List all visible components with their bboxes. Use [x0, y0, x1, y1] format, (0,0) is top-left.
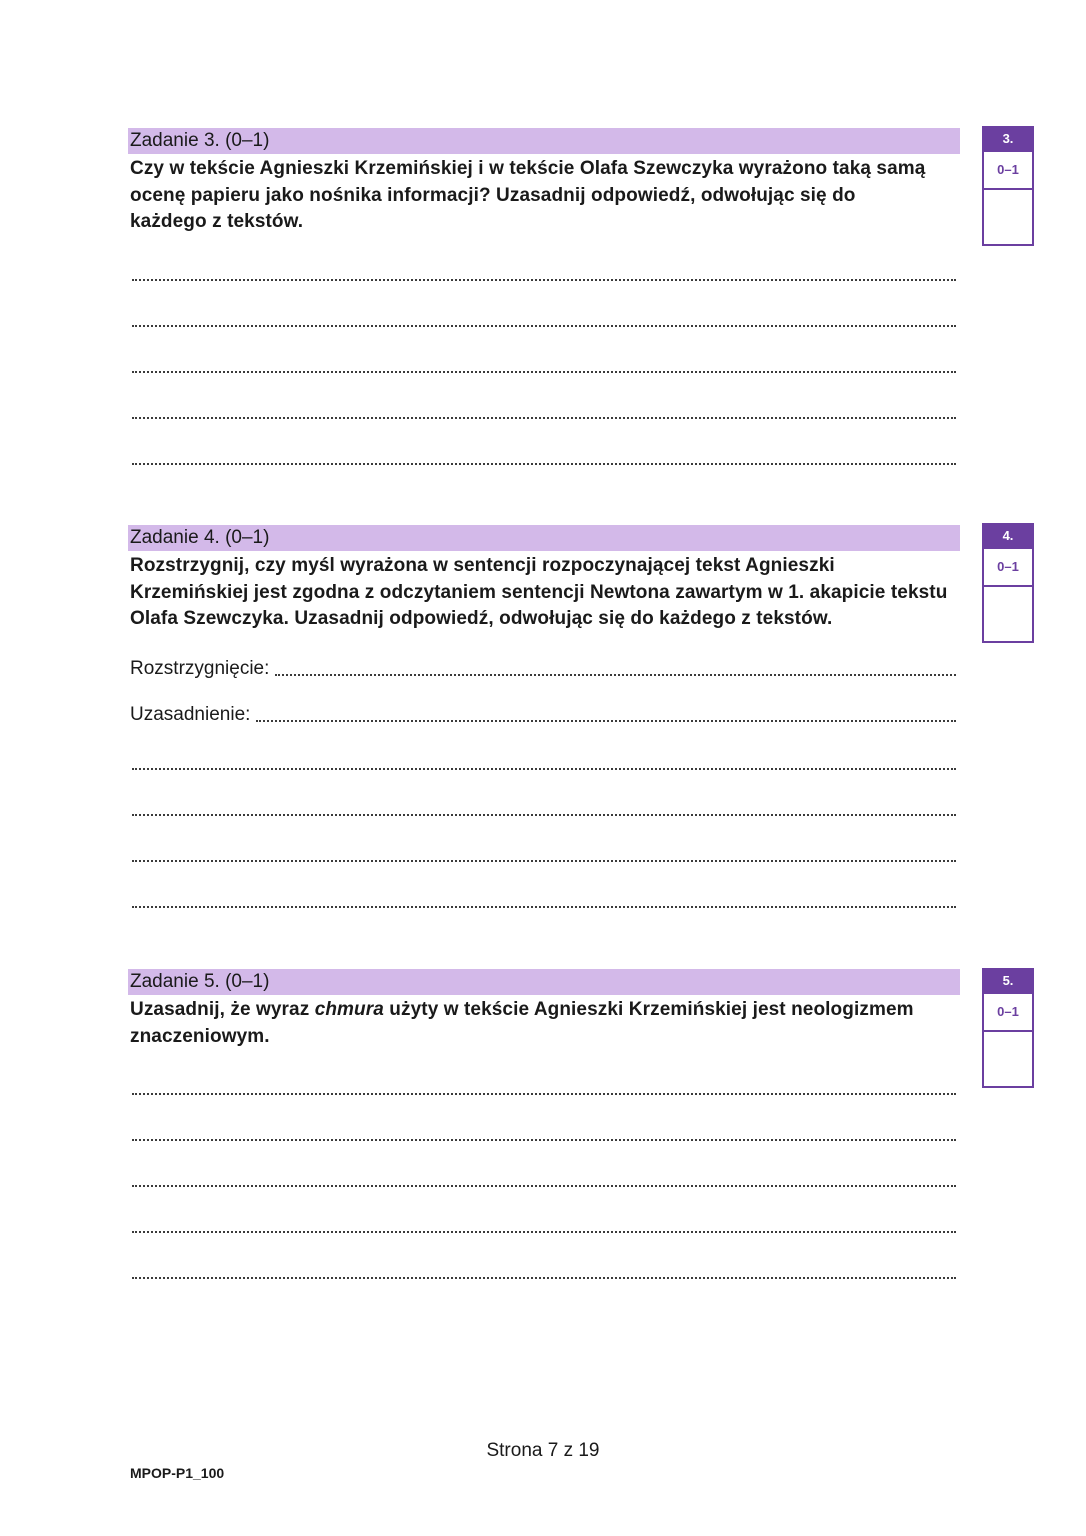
task-5: [128, 969, 960, 1050]
answer-line[interactable]: [132, 417, 956, 419]
decision-line[interactable]: [130, 658, 956, 680]
answer-line[interactable]: [132, 1231, 956, 1233]
task-3: [128, 128, 960, 236]
answer-line[interactable]: [132, 1139, 956, 1141]
answer-line[interactable]: [132, 279, 956, 281]
task-3-header: Zadanie 3. (0–1): [128, 128, 960, 154]
justification-dots[interactable]: [256, 720, 956, 722]
decision-label: Rozstrzygnięcie:: [130, 658, 270, 679]
document-code: MPOP-P1_100: [130, 1465, 225, 1481]
answer-line[interactable]: [132, 1277, 956, 1279]
task-3-score-field: [984, 190, 1032, 244]
task-4-question: Rozstrzygnij, czy myśl wyrażona w sentencji rozpoczynającej tekst Agnieszki Krzemińskiej jest zgodna z odczytaniem sentencji Newtona zawartym w 1. akapicie tekstu Olafa Szewczyka. Uzasadnij odpowiedź, odwołując się do każdego z tekstów.: [130, 555, 948, 629]
task-4-score-number: 4.: [984, 525, 1032, 549]
task-5-question-part: Uzasadnij, że wyraz: [130, 999, 315, 1020]
page-number: Strona 7 z 19: [486, 1440, 600, 1461]
justification-label: Uzasadnienie:: [130, 704, 251, 725]
task-3-score-number: 3.: [984, 128, 1032, 152]
task-3-question: Czy w tekście Agnieszki Krzemińskiej i w tekście Olafa Szewczyka wyrażono taką samą ocenę papieru jako nośnika informacji? Uzasadnij odpowiedź, odwołując się do każdego z tekstów.: [130, 158, 926, 232]
answer-line[interactable]: [132, 1093, 956, 1095]
task-5-header: Zadanie 5. (0–1): [128, 969, 960, 995]
task-5-question: [128, 997, 960, 1050]
task-4-score-field: [984, 587, 1032, 641]
task-5-question-italic: chmura: [314, 999, 384, 1020]
answer-line[interactable]: [132, 768, 956, 770]
task-5-score-field: [984, 1032, 1032, 1086]
answer-line[interactable]: [132, 371, 956, 373]
justification-line[interactable]: [130, 704, 956, 726]
task-4-score-range: 0–1: [984, 549, 1032, 587]
task-4: [128, 525, 960, 633]
answer-line[interactable]: [132, 906, 956, 908]
answer-line[interactable]: [132, 325, 956, 327]
answer-line[interactable]: [132, 814, 956, 816]
decision-dots[interactable]: [275, 674, 956, 676]
task-3-score-box: [982, 126, 1034, 246]
task-5-score-number: 5.: [984, 970, 1032, 994]
answer-line[interactable]: [132, 1185, 956, 1187]
task-5-score-box: [982, 968, 1034, 1088]
answer-line[interactable]: [132, 463, 956, 465]
task-5-score-range: 0–1: [984, 994, 1032, 1032]
task-5-question-part: użyty w tekście Agnieszki Krzemińskiej jest neologizmem znaczeniowym.: [130, 999, 914, 1047]
task-4-header: Zadanie 4. (0–1): [128, 525, 960, 551]
task-4-score-box: [982, 523, 1034, 643]
task-3-score-range: 0–1: [984, 152, 1032, 190]
answer-line[interactable]: [132, 860, 956, 862]
